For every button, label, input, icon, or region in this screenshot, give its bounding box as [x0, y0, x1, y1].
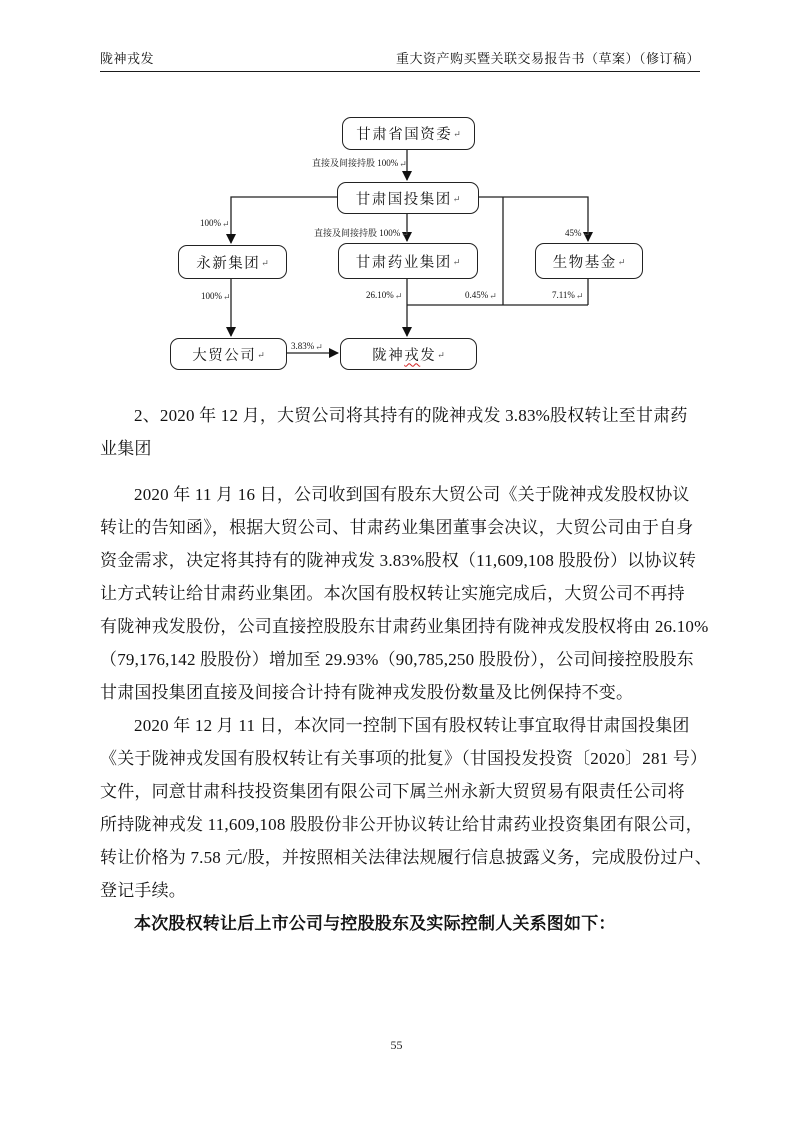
paragraph [100, 907, 700, 940]
paragraph [100, 709, 712, 907]
text-line: 本次股权转让后上市公司与控股股东及实际控制人关系图如下： [134, 914, 616, 933]
text-line: 文件，同意甘肃科技投资集团有限公司下属兰州永新大贸贸易有限责任公司将 [100, 782, 685, 801]
paragraph-mark-icon: ↵ [401, 229, 409, 239]
text-line: 业集团 [100, 439, 152, 458]
text-line: 登记手续。 [100, 881, 186, 900]
text-line: 甘肃国投集团直接及间接合计持有陇神戎发股份数量及比例保持不变。 [100, 683, 634, 702]
header-right-title: 重大资产购买暨关联交易报告书（草案）（修订稿） [395, 51, 700, 66]
edge-label-text: 7.11% [552, 290, 575, 300]
edge-label-text: 直接及间接持股 100% [312, 158, 399, 168]
edge-label-text: 直接及间接持股 100% [314, 228, 401, 238]
header-left-title: 陇神戎发 [100, 51, 155, 66]
edge-label-100-lower [201, 291, 231, 302]
paragraph-mark-icon: ↵ [453, 129, 461, 139]
edge-label-direct-indirect-100-2 [314, 226, 409, 239]
node-label: 甘肃药业集团 [355, 254, 452, 271]
text-line: 2020 年 12 月 11 日，本次同一控制下国有股权转让事宜取得甘肃国投集团 [134, 716, 690, 735]
paragraph-mark-icon: ↵ [315, 342, 323, 352]
edge-label-45 [565, 228, 590, 239]
paragraph [100, 478, 709, 709]
org-node-yongxin-group [178, 245, 287, 279]
edge-label-text: 0.45% [465, 290, 489, 300]
paragraph-mark-icon: ↵ [489, 291, 497, 301]
paragraph [100, 399, 700, 465]
text-line: （79,176,142 股股份）增加至 29.93%（90,785,250 股股份），公司间接控股股东 [100, 650, 694, 669]
paragraph-mark-icon: ↵ [437, 349, 445, 360]
node-label: 甘肃国投集团 [355, 191, 452, 208]
ownership-structure-diagram [100, 108, 700, 380]
org-node-gansu-guotou-group [337, 182, 479, 214]
text-line: 资金需求，决定将其持有的陇神戎发 3.83%股权（11,609,108 股股份）以协议转 [100, 551, 697, 570]
text-line: 转让价格为 7.58 元/股，并按照相关法律法规履行信息披露义务，完成股份过户、 [100, 848, 712, 867]
org-node-gansu-pharma-group [338, 243, 478, 279]
org-node-gansu-sasac [342, 117, 475, 150]
paragraph-mark-icon: ↵ [617, 256, 626, 267]
edge-label-text: 100% [200, 218, 221, 228]
edge-label-direct-indirect-100 [312, 156, 407, 169]
text-line: 2020 年 11 月 16 日，公司收到国有股东大贸公司《关于陇神戎发股权协议 [134, 485, 690, 504]
edge-label-text: 26.10% [366, 290, 394, 300]
node-label: 陇神 [372, 347, 405, 364]
paragraph-mark-icon: ↵ [222, 219, 230, 229]
paragraph-mark-icon: ↵ [399, 159, 407, 169]
paragraph-mark-icon: ↵ [452, 193, 461, 204]
spellcheck-wavy-text: 戎 [404, 347, 421, 364]
node-label: 甘肃省国资委 [356, 127, 453, 143]
org-node-longshen-rongfa [340, 338, 477, 370]
node-label: 大贸公司 [192, 347, 257, 364]
edge-label-0-45 [465, 290, 497, 301]
text-line: 转让的告知函》，根据大贸公司、甘肃药业集团董事会决议，大贸公司由于自身 [100, 518, 694, 537]
paragraph-mark-icon: ↵ [452, 256, 461, 267]
text-line: 有陇神戎发股份，公司直接控股股东甘肃药业集团持有陇神戎发股权将由 26.10% [100, 617, 709, 636]
paragraph-mark-icon: ↵ [223, 292, 231, 302]
paragraph-mark-icon: ↵ [394, 291, 403, 301]
paragraph-mark-icon: ↵ [575, 291, 584, 301]
text-line: 《关于陇神戎发国有股权转让有关事项的批复》（甘国投发投资〔2020〕281 号） [100, 749, 708, 768]
node-label: 生物基金 [552, 254, 617, 271]
edge-label-text: 3.83% [291, 341, 315, 351]
page-number: 55 [390, 1038, 403, 1052]
edge-label-text: 100% [201, 291, 222, 301]
edge-label-text: 45% [565, 228, 582, 238]
text-line: 所持陇神戎发 11,609,108 股股份非公开协议转让给甘肃药业投资集团有限公司， [100, 815, 703, 834]
org-node-bio-fund [535, 243, 643, 279]
edge-label-3-83 [291, 341, 323, 352]
paragraph-mark-icon: ↵ [257, 349, 265, 360]
edge-label-26-10 [366, 290, 402, 301]
page-header [100, 48, 700, 72]
edge-label-100-upper [200, 218, 230, 229]
org-node-damao-company [170, 338, 287, 370]
paragraph-mark-icon: ↵ [261, 257, 269, 268]
edge-label-7-11 [552, 290, 583, 301]
body-paragraphs [100, 399, 712, 940]
text-line: 让方式转让给甘肃药业集团。本次国有股权转让实施完成后，大贸公司不再持 [100, 584, 685, 603]
node-label: 永新集团 [196, 255, 261, 272]
node-label: 发 [420, 347, 437, 364]
paragraph-mark-icon: ↵ [582, 229, 591, 239]
text-line: 2、2020 年 12 月，大贸公司将其持有的陇神戎发 3.83%股权转让至甘肃药 [134, 406, 688, 425]
